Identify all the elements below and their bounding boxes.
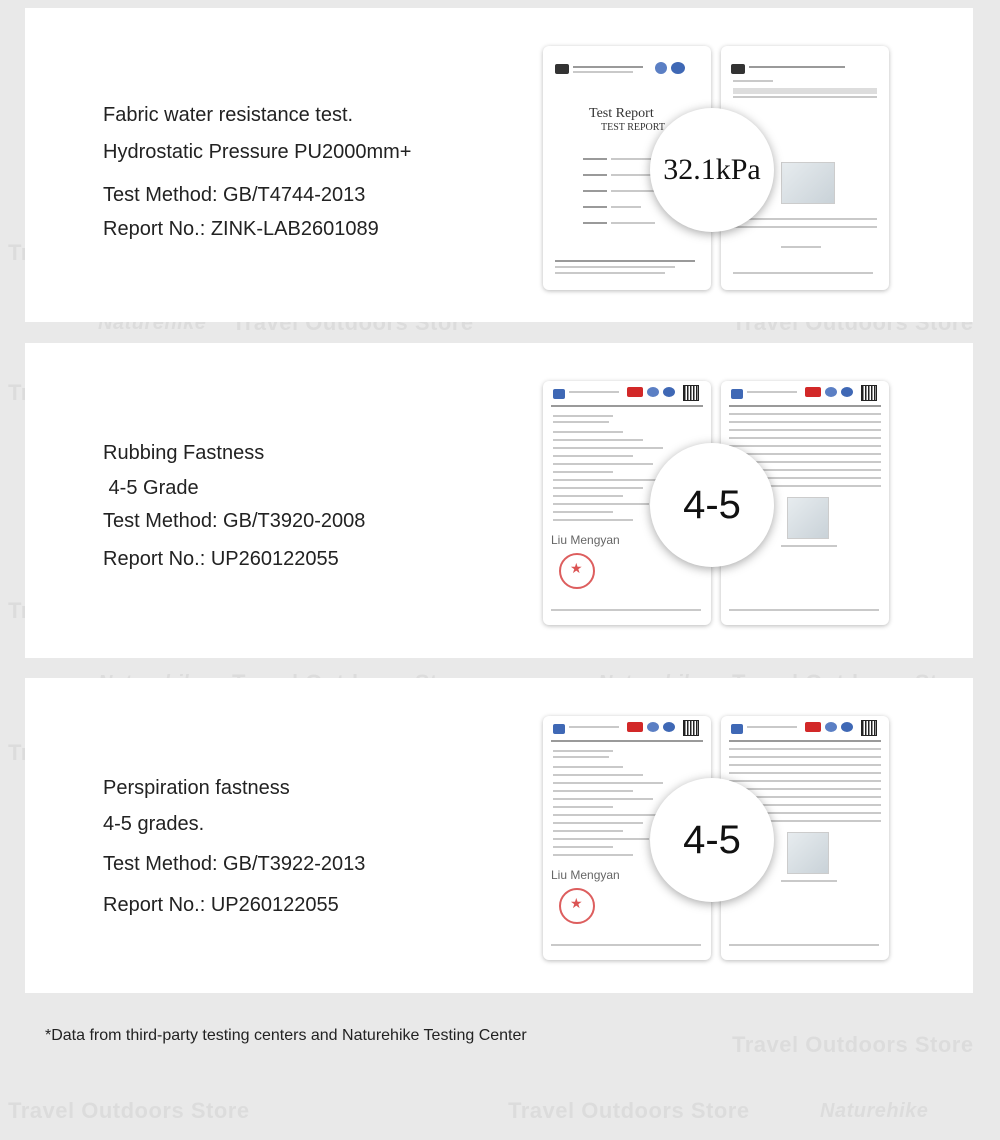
accreditation-icon: [647, 722, 659, 732]
magnified-result-value: 32.1kPa: [663, 153, 761, 186]
lab-logo-icon: [731, 64, 745, 74]
cnas-icon: [841, 722, 853, 732]
qr-code-icon: [683, 720, 699, 736]
cma-icon: [805, 387, 821, 397]
report-title: Test Report: [589, 106, 654, 121]
cma-icon: [627, 387, 643, 397]
test-result: 4-5 grades.: [103, 813, 205, 835]
test-name: Rubbing Fastness: [103, 442, 265, 464]
lab-logo-icon: [731, 389, 743, 399]
qr-code-icon: [683, 385, 699, 401]
accreditation-icon: [825, 722, 837, 732]
lab-logo-icon: [553, 389, 565, 399]
lab-logo-icon: [553, 724, 565, 734]
report-document-preview: [543, 381, 891, 625]
signature: Liu Mengyan: [551, 533, 620, 547]
report-document-preview: [543, 46, 891, 290]
magnified-result-lens: [650, 778, 774, 902]
report-subtitle: TEST REPORT: [601, 122, 665, 133]
watermark-text: Travel Outdoors Store: [732, 1032, 974, 1057]
lab-logo-icon: [555, 64, 569, 74]
report-number: Report No.: UP260122055: [103, 894, 339, 916]
cnas-icon: [841, 387, 853, 397]
test-card-rubbing-fastness: [25, 343, 973, 658]
cnas-icon: [663, 722, 675, 732]
watermark-text: Travel Outdoors Store: [232, 310, 474, 335]
magnified-result-value: 4-5: [683, 817, 741, 862]
cma-icon: [627, 722, 643, 732]
sample-photo: [781, 162, 835, 204]
qr-code-icon: [861, 385, 877, 401]
report-document-preview: [543, 716, 891, 960]
qr-code-icon: [861, 720, 877, 736]
test-method: Test Method: GB/T3920-2008: [103, 510, 366, 532]
sample-photo: [787, 497, 829, 539]
watermark-logo: Naturehike: [98, 312, 207, 334]
cma-icon: [805, 722, 821, 732]
report-number: Report No.: UP260122055: [103, 548, 339, 570]
test-result: Hydrostatic Pressure PU2000mm+: [103, 141, 412, 163]
magnified-result-lens: [650, 108, 774, 232]
test-name: Fabric water resistance test.: [103, 104, 354, 126]
accreditation-icon: [647, 387, 659, 397]
watermark-text: Travel Outdoors Store: [508, 1098, 750, 1123]
test-name: Perspiration fastness: [103, 777, 290, 799]
accreditation-icon: [825, 387, 837, 397]
cnas-icon: [663, 387, 675, 397]
watermark-text: Travel Outdoors Store: [8, 1098, 250, 1123]
test-method: Test Method: GB/T3922-2013: [103, 853, 366, 875]
lab-logo-icon: [731, 724, 743, 734]
sample-photo: [787, 832, 829, 874]
watermark-text: Travel Outdoors Store: [732, 310, 974, 335]
test-card-water-resistance: [25, 8, 973, 322]
data-source-footnote: *Data from third-party testing centers and Naturehike Testing Center: [45, 1027, 527, 1044]
official-stamp: [559, 553, 595, 589]
signature: Liu Mengyan: [551, 868, 620, 882]
accreditation-icon: [655, 62, 667, 74]
official-stamp: [559, 888, 595, 924]
report-number: Report No.: ZINK-LAB2601089: [103, 218, 379, 240]
watermark-logo: Naturehike: [820, 1100, 929, 1122]
cnas-icon: [671, 62, 685, 74]
magnified-result-value: 4-5: [683, 482, 741, 527]
magnified-result-lens: [650, 443, 774, 567]
test-result: 4-5 Grade: [103, 477, 199, 499]
test-method: Test Method: GB/T4744-2013: [103, 184, 366, 206]
test-card-perspiration-fastness: [25, 678, 973, 993]
